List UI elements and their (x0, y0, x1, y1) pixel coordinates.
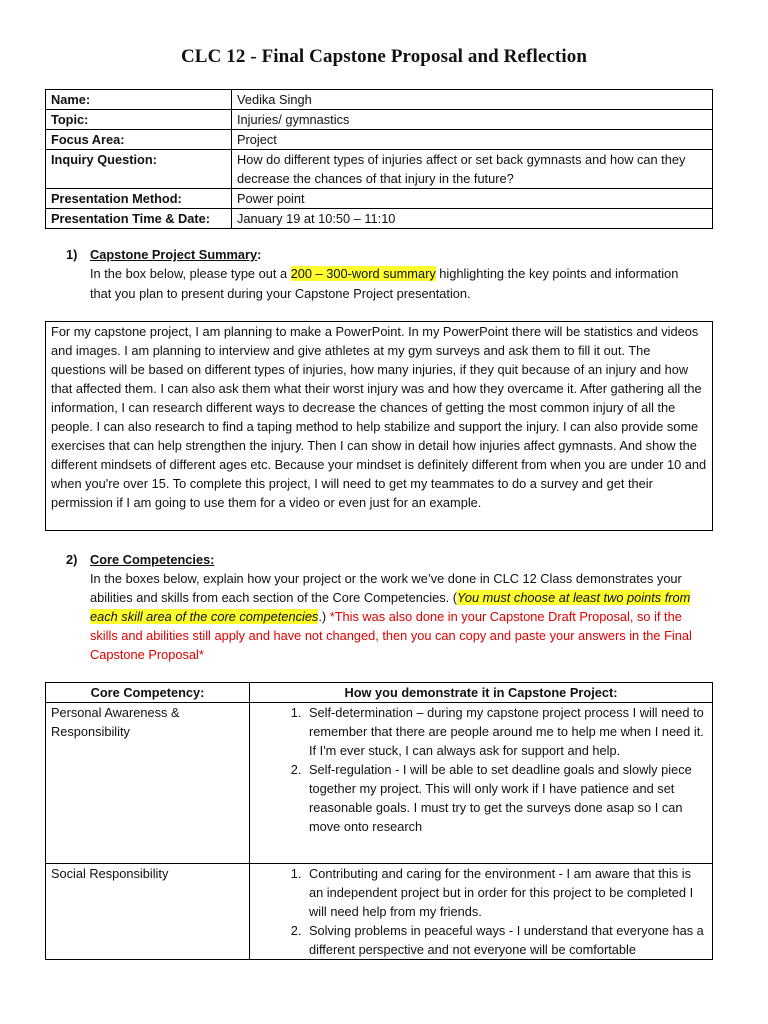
presentation-time-label: Presentation Time & Date: (46, 209, 232, 229)
core-competency-requirement-highlight: You must choose at least two points from each skill area of the core competencies (90, 590, 691, 624)
section-2-heading (66, 550, 706, 570)
info-row-inquiry (46, 150, 713, 189)
summary-text: For my capstone project, I am planning to make a PowerPoint. In my PowerPoint there will be statistics and videos and images. I am planning to interview and give athletes at my gym surveys and ask them to fill it out. The questions will be based on different types of injuries, how many injuries, if they quit because of an injury and how that affected them. I can also ask them what their worst injury was and how they overcame it. After gathering all the information, I can research different ways to decrease the chances of getting the most common injury of all the people. I can also research to find a taping method to help stabilize and support the injury. I can also provide some exercises that can help strengthen the injury. Then I can show in detail how injuries affect gymnasts. And show the different mindsets of different ages etc. Because your mindset is definitely different from when you are under 10 and when you're over 15. To complete this project, I will need to get my teammates to do a survey and get their permission if I am going to use them for a video or even just for an example. (51, 324, 707, 510)
presentation-time-value: January 19 at 10:50 – 11:10 (232, 209, 713, 229)
student-info-table (45, 89, 713, 229)
demonstration-header: How you demonstrate it in Capstone Project: (250, 683, 713, 703)
competency-row (46, 703, 713, 864)
section-2-intro: In the boxes below, explain how your project or the work we’ve done in CLC 12 Class demonstrates your abilities and skills from each section of the Core Competencies. ( (90, 571, 682, 605)
focus-area-value: Project (232, 130, 713, 150)
demonstration-item: 2. Self-regulation - I will be able to set deadline goals and slowly piece together my project. This will only work if I have patience and set reasonable goals. I must try to get the surveys done asap so I can move onto research (305, 760, 707, 836)
summary-box (45, 321, 713, 531)
demonstration-item: 1. Self-determination – during my capstone project process I will need to remember that there are people around me to help me when I need it. If I'm ever stuck, I can always ask for support and help. (305, 703, 707, 760)
inquiry-question-value: How do different types of injuries affect or set back gymnasts and how can they decrease the chances of that injury in the future? (232, 150, 713, 189)
section-1-colon: : (257, 247, 262, 262)
core-competencies-header-row (46, 683, 713, 703)
competency-demonstration (250, 703, 713, 864)
draft-proposal-note: *This was also done in your Capstone Draft Proposal, so if the skills and abilities still apply and have not changed, then you can copy and paste your answers in the Final Capstone Proposal* (90, 609, 692, 662)
section-2-number: 2) (66, 552, 78, 567)
presentation-method-value: Power point (232, 189, 713, 209)
section-1-title: Capstone Project Summary (90, 247, 258, 262)
name-label: Name: (46, 90, 232, 110)
section-2-after: .) (318, 609, 330, 624)
section-1-heading (66, 245, 706, 265)
document-title: CLC 12 - Final Capstone Proposal and Reflection (180, 46, 587, 67)
inquiry-question-label: Inquiry Question: (46, 150, 232, 189)
demonstration-list (255, 864, 707, 959)
demonstration-item: 1. Contributing and caring for the environment - I am aware that this is an independent project but in order for this project to be completed I will need help from my friends. (305, 864, 707, 921)
demonstration-list (255, 703, 707, 836)
presentation-method-label: Presentation Method: (46, 189, 232, 209)
section-1-instructions (90, 264, 695, 304)
competency-row (46, 864, 713, 960)
section-1-intro-after: highlighting the key points and information that you plan to present during your Capstone Project presentation. (90, 266, 679, 301)
word-count-highlight: 200 – 300-word summary (290, 266, 436, 281)
focus-area-label: Focus Area: (46, 130, 232, 150)
competency-demonstration (250, 864, 713, 960)
info-row-time (46, 209, 713, 229)
section-1-intro-before: In the box below, please type out a (90, 266, 291, 281)
info-row-topic (46, 110, 713, 130)
core-competencies-table (45, 682, 713, 960)
topic-value: Injuries/ gymnastics (232, 110, 713, 130)
competency-name: Social Responsibility (46, 864, 250, 960)
core-competency-header: Core Competency: (46, 683, 250, 703)
info-row-focus (46, 130, 713, 150)
section-1-number: 1) (66, 247, 78, 262)
info-row-method (46, 189, 713, 209)
section-2-instructions (90, 569, 702, 664)
name-value: Vedika Singh (232, 90, 713, 110)
section-2-title: Core Competencies: (90, 552, 215, 567)
demonstration-item: 2. Solving problems in peaceful ways - I understand that everyone has a different perspective and not everyone will be comfortable (305, 921, 707, 959)
topic-label: Topic: (46, 110, 232, 130)
info-row-name (46, 90, 713, 110)
competency-name: Personal Awareness & Responsibility (46, 703, 250, 864)
